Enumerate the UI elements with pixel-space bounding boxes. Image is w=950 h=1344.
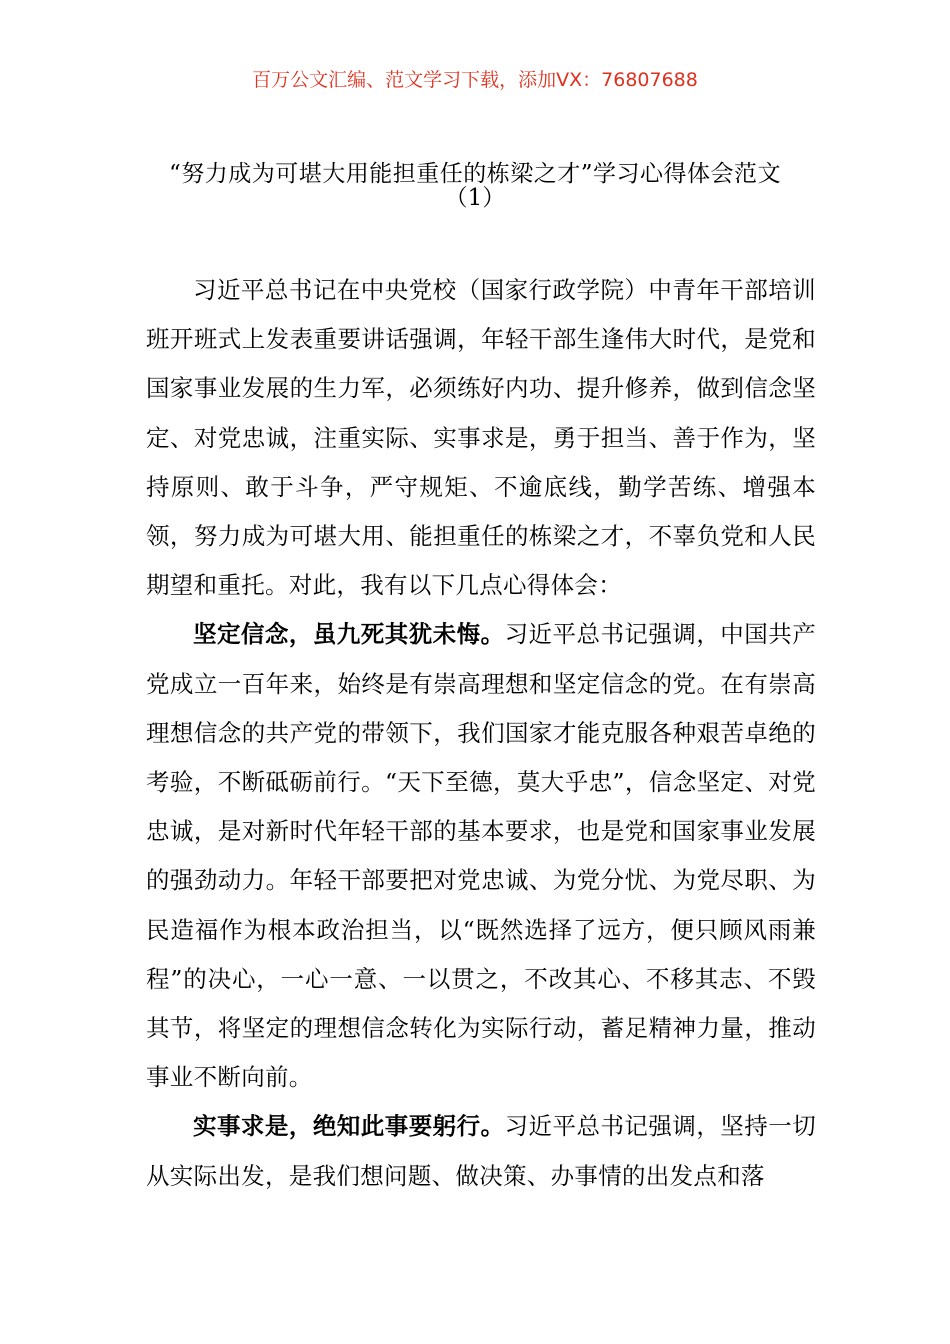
document-body xyxy=(146,266,816,1201)
paragraph-text: 习近平总书记在中央党校（国家行政学院）中青年干部培训班开班式上发表重要讲话强调，年轻干部生逢伟大时代，是党和国家事业发展的生力军，必须练好内功、提升修养，做到信念坚定、对党忠诚，注重实际、实事求是，勇于担当、善于作为，坚持原则、敢于斗争，严守规矩、不逾底线，勤学苦练、增强本领，努力成为可堪大用、能担重任的栋梁之才，不辜负党和人民期望和重托。对此，我有以下几点心得体会： xyxy=(146,276,816,600)
paragraph-lead-heading: 坚定信念，虽九死其犹未悔。 xyxy=(193,620,505,649)
paragraph-intro xyxy=(146,266,816,610)
document-title: “努力成为可堪大用能担重任的栋梁之才”学习心得体会范文 xyxy=(168,161,782,187)
paragraph-seek-truth xyxy=(146,1102,816,1200)
document-title-number: （1） xyxy=(444,185,506,211)
watermark-banner: 百万公文汇编、范文学习下载，添加VX：76807688 xyxy=(252,69,698,91)
paragraph-text: 习近平总书记强调，中国共产党成立一百年来，始终是有崇高理想和坚定信念的党。在有崇高理想信念的共产党的带领下，我们国家才能克服各种艰苦卓绝的考验，不断砥砺前行。“天下至德，莫大乎忠”，信念坚定、对党忠诚，是对新时代年轻干部的基本要求，也是党和国家事业发展的强劲动力。年轻干部要把对党忠诚、为党分忧、为党尽职、为民造福作为根本政治担当，以“既然选择了远方，便只顾风雨兼程”的决心，一心一意、一以贯之，不改其心、不移其志、不毁其节，将坚定的理想信念转化为实际行动，蓄足精神力量，推动事业不断向前。 xyxy=(146,620,816,1092)
paragraph-lead-heading: 实事求是，绝知此事要躬行。 xyxy=(193,1112,505,1141)
paragraph-text: 习近平总书记强调，坚持一切从实际出发，是我们想问题、做决策、办事情的出发点和落 xyxy=(146,1112,816,1190)
paragraph-firm-belief xyxy=(146,610,816,1102)
